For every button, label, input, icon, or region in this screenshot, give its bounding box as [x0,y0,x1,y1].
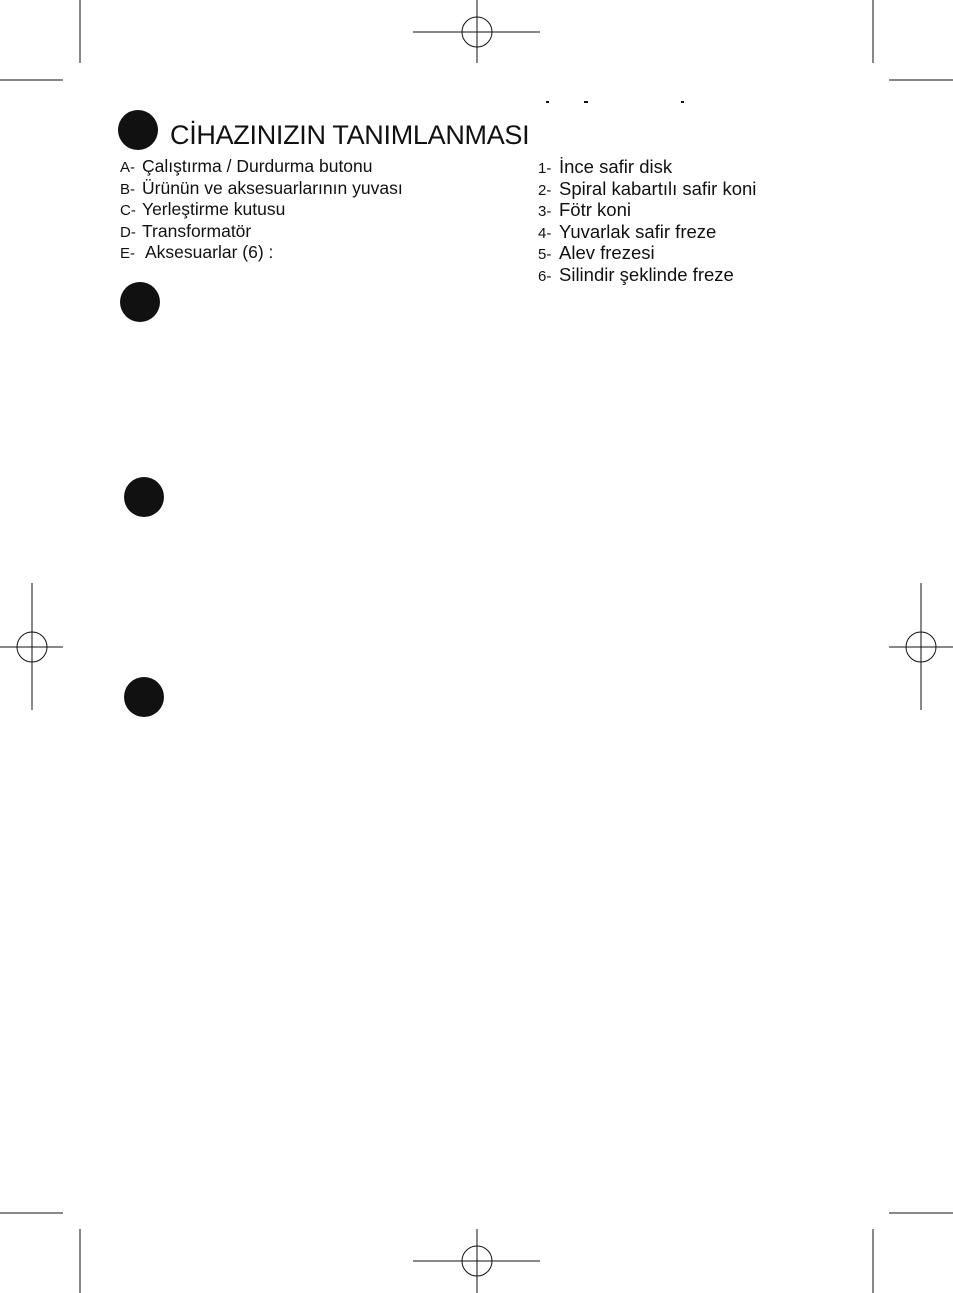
item-label: Yerleştirme kutusu [142,199,286,220]
section-bullet [124,677,164,717]
item-label: Ürünün ve aksesuarlarının yuvası [142,177,403,198]
accessories-list [538,156,756,286]
list-item [538,264,756,286]
list-item [538,178,756,200]
item-label: Spiral kabartılı safir koni [559,177,757,199]
item-key: 5- [538,246,552,264]
item-label: Silindir şeklinde freze [559,263,734,285]
page-title: CİHAZINIZIN TANIMLANMASI [170,120,530,150]
item-key: 2- [538,181,552,199]
item-key: A- [120,159,135,176]
item-key: B- [120,180,135,198]
list-item [120,221,403,243]
item-label: Çalıştırma / Durdurma butonu [142,156,373,176]
list-item [120,156,403,178]
item-key: E- [120,245,135,263]
item-key: C- [120,202,136,220]
item-label: Fötr koni [559,199,631,221]
list-item [120,242,403,264]
item-label: Transformatör [142,220,252,241]
item-label: Yuvarlak safir freze [559,220,717,242]
list-item [538,199,756,221]
item-label: Alev frezesi [559,242,655,264]
item-key: D- [120,223,136,241]
item-key: 1- [538,160,552,177]
list-item [538,156,756,178]
list-item [538,221,756,243]
list-item [538,242,756,264]
section-bullet [118,110,158,150]
list-item [120,178,403,200]
parts-list [120,156,403,264]
list-item [120,199,403,221]
item-key: 3- [538,203,552,221]
item-key: 4- [538,224,552,242]
item-label: Aksesuarlar (6) : [145,242,274,263]
section-bullet [124,477,164,517]
item-key: 6- [538,267,552,285]
item-label: İnce safir disk [559,156,673,177]
section-bullet [120,282,160,322]
